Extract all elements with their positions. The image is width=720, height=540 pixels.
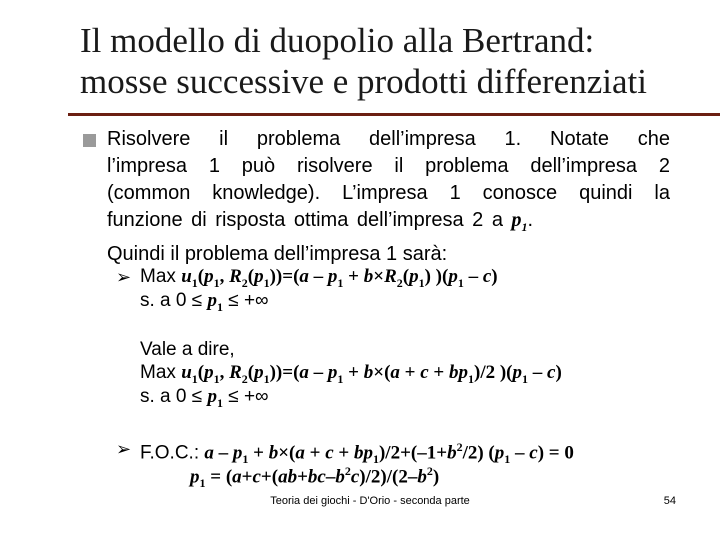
paragraph-line-5: Quindi il problema dell’impresa 1 sarà: (107, 243, 448, 265)
foc-solution: $p_1 = (a+c+(ab+bc-b^2c)/2)/(2-b^2)$ (190, 464, 440, 491)
arrow-bullet-icon: ➢ (116, 439, 132, 460)
arrow-bullet-icon: ➢ (116, 267, 132, 288)
slide-title (80, 20, 700, 102)
paragraph-line-1: Risolvere il problema dell’impresa 1. Notate che (107, 128, 670, 150)
problem-statement: Max $u_1(p_1$, $R_2(p_1))=(a - p_1 + b\times R_2(p_1)$ )$(p_1 - c)$ (140, 266, 498, 290)
problem-statement-expanded: Max $u_1(p_1$, $R_2(p_1))=(a - p_1 + b\times(a + c + bp_1)/2$ )$(p_1 - c)$ (140, 362, 562, 386)
title-line-1: Il modello di duopolio alla Bertrand: (80, 21, 595, 60)
square-bullet-icon (83, 134, 96, 147)
paragraph-line-2: l’impresa 1 può risolvere il problema dell’impresa 2 (107, 155, 670, 177)
title-divider (68, 113, 720, 116)
vale-a-dire: Vale a dire, (140, 339, 235, 360)
foc-equation: F.O.C.: $a - p_1 + b\times(a + c + bp_1)/2+(-1+b^2/2)$ $(p_1 - c) = 0$ (140, 440, 574, 467)
title-line-2: mosse successive e prodotti differenziati (80, 62, 647, 101)
constraint-2: s. a $0 \le p_1$ ≤ +∞ (140, 386, 269, 410)
constraint-1: s. a $0 \le p_1$ ≤ +∞ (140, 290, 269, 314)
page-number: 54 (663, 495, 676, 507)
paragraph-line-4: funzione di risposta ottima dell’impresa 2 a $p_1$. (107, 209, 534, 234)
paragraph-line-3: (common knowledge). L’impresa 1 conosce quindi la (107, 182, 670, 204)
main-paragraph (107, 126, 670, 268)
footer-text: Teoria dei giochi - D'Orio - seconda parte (270, 495, 470, 507)
